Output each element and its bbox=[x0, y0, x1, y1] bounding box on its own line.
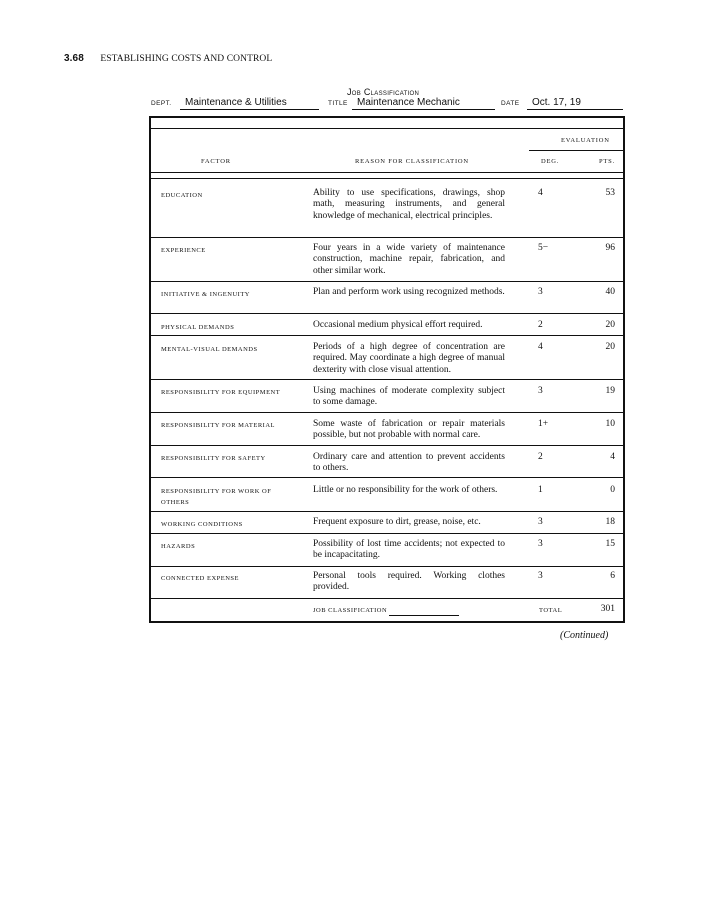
reason-initiative: Plan and perform work using recognized methods. bbox=[313, 287, 505, 297]
form-title: Job Classification bbox=[347, 87, 420, 97]
pts-physical-demands: 20 bbox=[605, 320, 615, 330]
deg-equipment: 3 bbox=[538, 386, 543, 396]
factor-equipment: RESPONSIBILITY FOR EQUIPMENT bbox=[161, 389, 281, 396]
row-divider bbox=[151, 511, 623, 512]
reason-equipment: Using machines of moderate complexity subject to some damage. bbox=[313, 386, 505, 408]
evaluation-rule bbox=[529, 150, 623, 151]
deg-experience: 5− bbox=[538, 243, 549, 253]
evaluation-header: EVALUATION bbox=[561, 137, 610, 144]
deg-initiative: 3 bbox=[538, 287, 543, 297]
reason-physical-demands: Occasional medium physical effort required. bbox=[313, 320, 483, 330]
pts-header: PTS. bbox=[599, 158, 616, 165]
dept-field: Maintenance & Utilities bbox=[180, 97, 319, 110]
factor-education: EDUCATION bbox=[161, 192, 203, 199]
factor-work-of-others: RESPONSIBILITY FOR WORK OF OTHERS bbox=[161, 488, 272, 506]
job-classification-label: JOB CLASSIFICATION bbox=[313, 607, 388, 614]
row-divider bbox=[151, 237, 623, 238]
total-value: 301 bbox=[600, 604, 615, 614]
factor-header: FACTOR bbox=[201, 158, 231, 165]
total-label: TOTAL bbox=[539, 607, 563, 614]
deg-connected-expense: 3 bbox=[538, 571, 543, 581]
deg-safety: 2 bbox=[538, 452, 543, 462]
pts-hazards: 15 bbox=[605, 539, 615, 549]
factor-material: RESPONSIBILITY FOR MATERIAL bbox=[161, 422, 276, 429]
reason-connected-expense: Personal tools required. Working clothes provided. bbox=[313, 571, 505, 593]
row-divider bbox=[151, 477, 623, 478]
pts-education: 53 bbox=[605, 188, 615, 198]
reason-hazards: Possibility of lost time accidents; not expected to be incapacitating. bbox=[313, 539, 505, 561]
reason-work-of-others: Little or no responsibility for the work of others. bbox=[313, 485, 498, 495]
table-rule bbox=[151, 128, 623, 129]
job-title-field: Maintenance Mechanic bbox=[352, 97, 495, 110]
factor-working-conditions: WORKING CONDITIONS bbox=[161, 521, 243, 528]
deg-working-conditions: 3 bbox=[538, 517, 543, 527]
row-divider bbox=[151, 533, 623, 534]
dept-label: DEPT. bbox=[151, 100, 172, 107]
pts-mental-visual: 20 bbox=[605, 342, 615, 352]
pts-experience: 96 bbox=[605, 243, 615, 253]
continued-text: (Continued) bbox=[560, 630, 609, 641]
header-rule bbox=[151, 172, 623, 173]
running-head-title: ESTABLISHING COSTS AND CONTROL bbox=[100, 54, 273, 64]
date-label: DATE bbox=[501, 100, 520, 107]
header-rule-double bbox=[151, 178, 623, 179]
row-divider bbox=[151, 412, 623, 413]
pts-working-conditions: 18 bbox=[605, 517, 615, 527]
row-divider bbox=[151, 598, 623, 599]
row-divider bbox=[151, 281, 623, 282]
deg-material: 1+ bbox=[538, 419, 549, 429]
continued-note bbox=[560, 630, 608, 641]
reason-header: REASON FOR CLASSIFICATION bbox=[355, 158, 469, 165]
running-head bbox=[64, 53, 272, 64]
pts-equipment: 19 bbox=[605, 386, 615, 396]
deg-physical-demands: 2 bbox=[538, 320, 543, 330]
reason-mental-visual: Periods of a high degree of concentration are required. May coordinate a high degree of manual dexterity with close visual attention. bbox=[313, 342, 505, 375]
factor-initiative: INITIATIVE & INGENUITY bbox=[161, 291, 250, 298]
classification-table bbox=[149, 116, 625, 623]
pts-connected-expense: 6 bbox=[610, 571, 615, 581]
factor-physical-demands: PHYSICAL DEMANDS bbox=[161, 324, 235, 331]
title-label: TITLE bbox=[328, 100, 348, 107]
factor-safety: RESPONSIBILITY FOR SAFETY bbox=[161, 455, 266, 462]
reason-safety: Ordinary care and attention to prevent accidents to others. bbox=[313, 452, 505, 474]
row-divider bbox=[151, 566, 623, 567]
reason-material: Some waste of fabrication or repair materials possible, but not probable with normal care. bbox=[313, 419, 505, 441]
row-divider bbox=[151, 335, 623, 336]
pts-work-of-others: 0 bbox=[610, 485, 615, 495]
reason-education: Ability to use specifications, drawings, shop math, measuring instruments, and general knowledge of mechanical, electrical principles. bbox=[313, 188, 505, 221]
row-divider bbox=[151, 445, 623, 446]
deg-hazards: 3 bbox=[538, 539, 543, 549]
row-divider bbox=[151, 313, 623, 314]
deg-work-of-others: 1 bbox=[538, 485, 543, 495]
factor-experience: EXPERIENCE bbox=[161, 247, 206, 254]
pts-initiative: 40 bbox=[605, 287, 615, 297]
date-field: Oct. 17, 19 bbox=[527, 97, 623, 110]
pts-safety: 4 bbox=[610, 452, 615, 462]
factor-connected-expense: CONNECTED EXPENSE bbox=[161, 575, 240, 582]
deg-mental-visual: 4 bbox=[538, 342, 543, 352]
reason-working-conditions: Frequent exposure to dirt, grease, noise, etc. bbox=[313, 517, 481, 527]
reason-experience: Four years in a wide variety of maintenance construction, machine repair, fabrication, and other similar work. bbox=[313, 243, 505, 276]
pts-material: 10 bbox=[605, 419, 615, 429]
row-divider bbox=[151, 379, 623, 380]
deg-header: DEG. bbox=[541, 158, 560, 165]
page-number: 3.68 bbox=[64, 53, 84, 64]
deg-education: 4 bbox=[538, 188, 543, 198]
factor-hazards: HAZARDS bbox=[161, 543, 196, 550]
factor-mental-visual: MENTAL-VISUAL DEMANDS bbox=[161, 346, 258, 353]
job-classification-line bbox=[389, 615, 459, 616]
